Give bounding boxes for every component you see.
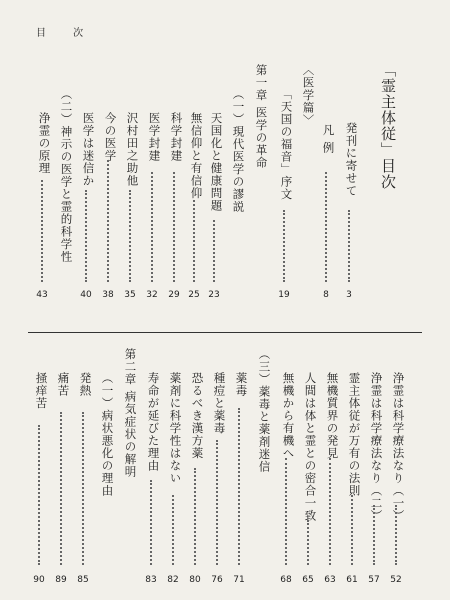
toc-dots: [150, 480, 154, 565]
toc-dots: [151, 172, 155, 282]
toc-section-igakuhen: 〈医学篇〉: [301, 64, 316, 127]
toc-chapter-1: 第一章 医学の革命: [254, 64, 269, 169]
toc-entry: 種痘と薬毒: [212, 372, 227, 435]
toc-page-number: 8: [323, 290, 329, 300]
toc-dots: [216, 440, 220, 565]
toc-subsection-1b: （一）病状悪化の理由: [100, 372, 115, 497]
toc-entry: 無機質界の発見: [325, 372, 340, 460]
toc-page-number: 35: [124, 290, 136, 300]
toc-dots: [348, 210, 352, 282]
toc-dots: [395, 505, 399, 565]
toc-entry: 薬毒: [234, 372, 249, 397]
toc-dots: [213, 220, 217, 282]
toc-entry: 痛苦: [56, 372, 71, 397]
toc-entry: 掻痒苦: [34, 372, 49, 410]
toc-entry-hanrei: 凡 例: [321, 124, 336, 154]
toc-dots: [41, 180, 45, 282]
toc-subsection-2: （二）神示の医学と霊的科学性: [59, 88, 74, 263]
toc-entry: 浄霊は科学療法なり（二）: [369, 372, 384, 522]
toc-page-number: 71: [233, 575, 245, 585]
toc-page-number: 23: [208, 290, 220, 300]
toc-page-number: 40: [80, 290, 92, 300]
toc-dots: [172, 495, 176, 565]
toc-entry-hakkan: 発刊に寄せて: [344, 122, 359, 197]
toc-subsection-1: （一）現代医学の謬説: [231, 88, 246, 213]
toc-entry: 今の医学: [103, 112, 118, 162]
toc-subsection-3: （三）薬毒と薬剤迷信: [257, 348, 272, 473]
toc-dots: [107, 160, 111, 282]
toc-page-number: 85: [77, 575, 89, 585]
toc-page-number: 63: [324, 575, 336, 585]
toc-page-number: 29: [168, 290, 180, 300]
toc-entry: 医学封建: [147, 112, 162, 162]
toc-page-number: 68: [280, 575, 292, 585]
toc-page-number: 83: [145, 575, 157, 585]
toc-page-number: 52: [390, 575, 402, 585]
toc-dots: [307, 520, 311, 565]
toc-page-number: 89: [55, 575, 67, 585]
toc-title: 「霊主体従」目次: [379, 62, 397, 190]
toc-dots: [194, 468, 198, 565]
toc-entry: 薬剤に科学性はない: [168, 372, 183, 485]
toc-dots: [173, 172, 177, 282]
toc-entry: 医学は迷信か: [81, 112, 96, 187]
toc-page-number: 43: [36, 290, 48, 300]
toc-page-number: 65: [302, 575, 314, 585]
toc-dots: [238, 408, 242, 565]
toc-chapter-2: 第二章 病気症状の解明: [123, 348, 138, 478]
toc-entry: 浄霊は科学療法なり（一）: [391, 372, 406, 522]
toc-dots: [193, 200, 197, 282]
toc-dots: [85, 190, 89, 282]
toc-page-number: 82: [167, 575, 179, 585]
toc-page-number: 90: [33, 575, 45, 585]
toc-entry: 無機から有機へ: [281, 372, 296, 460]
toc-entry: 沢村田之助他: [125, 112, 140, 187]
toc-dots: [82, 412, 86, 565]
toc-dots: [129, 190, 133, 282]
toc-entry: 発熱: [78, 372, 93, 397]
toc-page-number: 19: [278, 290, 290, 300]
toc-page-number: 25: [188, 290, 200, 300]
section-divider: [28, 332, 422, 333]
toc-entry: 恐るべき漢方薬: [190, 372, 205, 460]
toc-dots: [38, 425, 42, 565]
page-header: 目 次: [36, 28, 96, 39]
toc-entry: 科学封建: [169, 112, 184, 162]
toc-page-number: 32: [146, 290, 158, 300]
toc-entry: 無信仰と有信仰: [189, 112, 204, 200]
toc-page-number: 80: [189, 575, 201, 585]
toc-entry: 霊主体従が万有の法則: [347, 372, 362, 497]
toc-entry: 人間は体と霊との密合一致: [303, 372, 318, 522]
toc-page-number: 3: [346, 290, 352, 300]
toc-page-number: 76: [211, 575, 223, 585]
toc-page-number: 61: [346, 575, 358, 585]
toc-dots: [373, 505, 377, 565]
toc-dots: [285, 458, 289, 565]
toc-dots: [283, 210, 287, 282]
toc-entry-jobun: 「天国の福音」序文: [279, 88, 294, 201]
toc-entry: 寿命が延びた理由: [146, 372, 161, 472]
toc-page-number: 38: [102, 290, 114, 300]
toc-dots: [329, 458, 333, 565]
toc-entry: 天国化と健康問題: [209, 112, 224, 212]
toc-dots: [351, 495, 355, 565]
toc-dots: [325, 172, 329, 282]
toc-dots: [60, 412, 64, 565]
toc-entry: 浄霊の原理: [37, 112, 52, 175]
toc-page-number: 57: [368, 575, 380, 585]
